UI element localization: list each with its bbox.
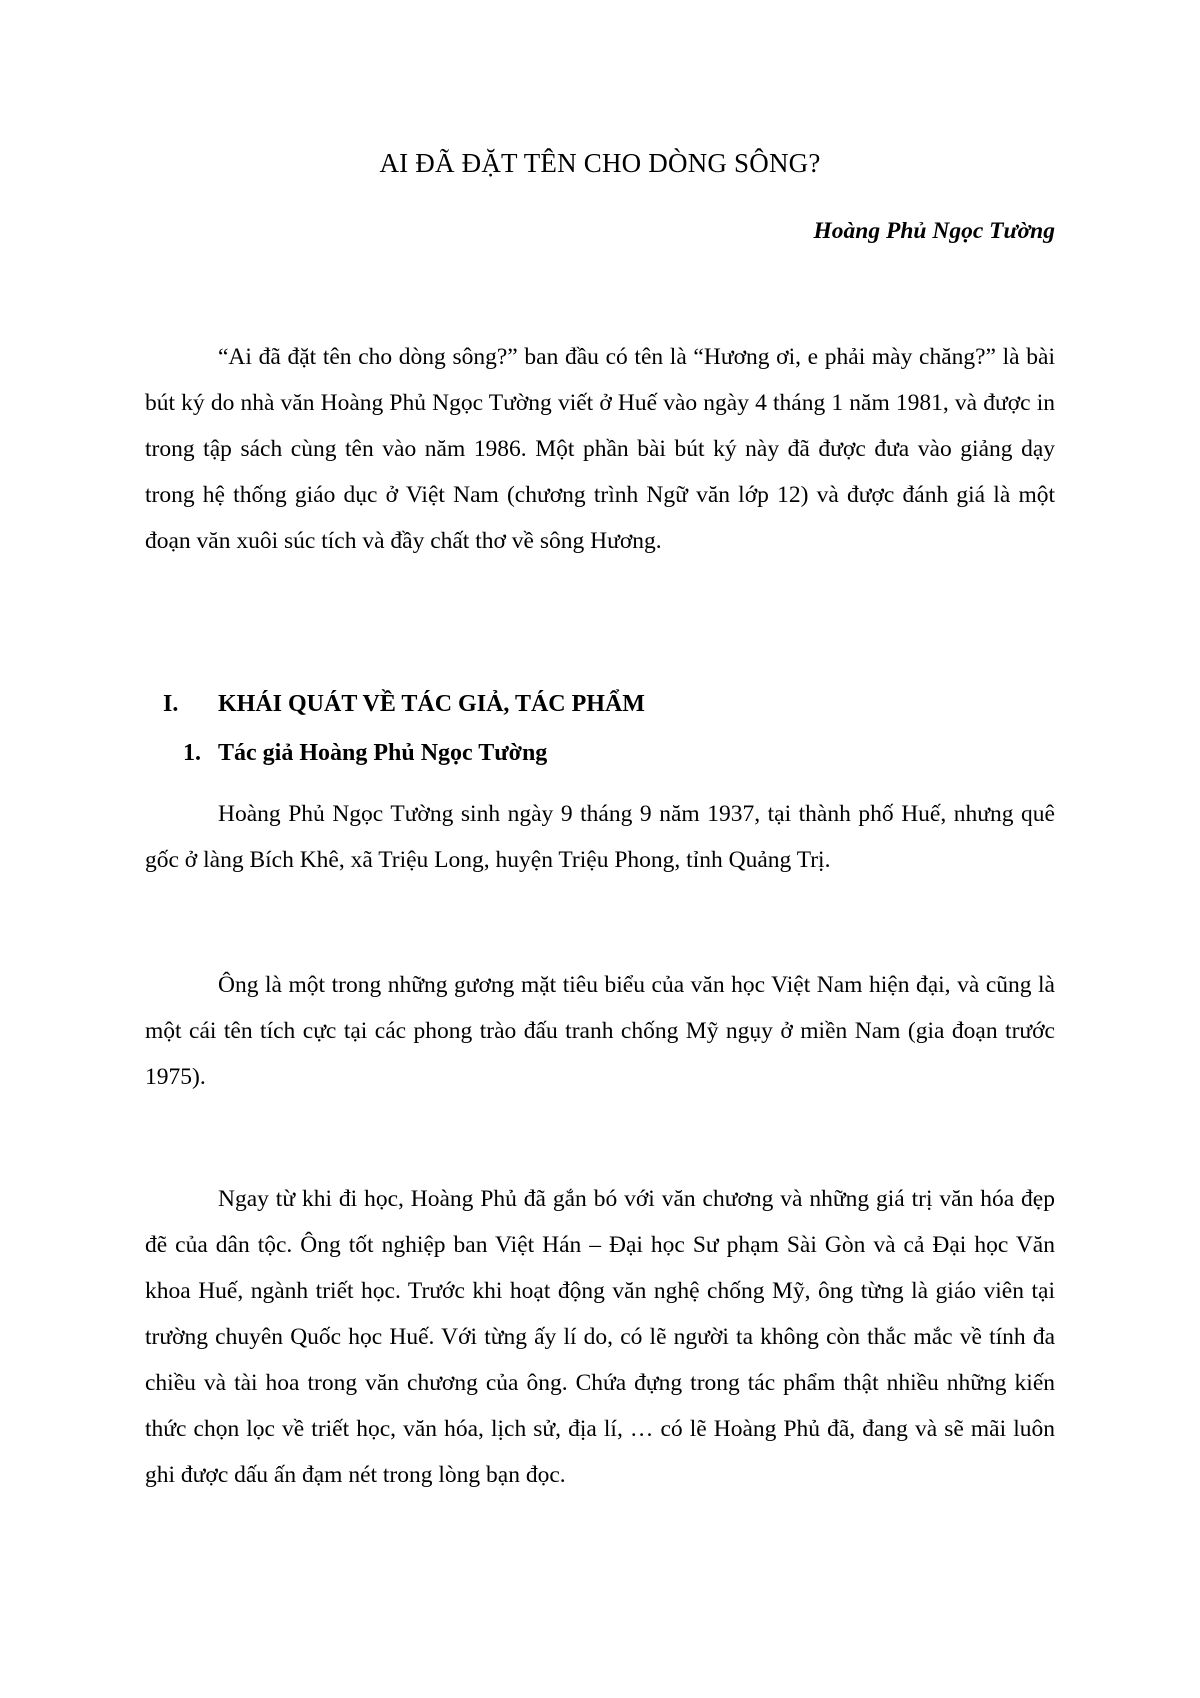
author-birth-paragraph: Hoàng Phủ Ngọc Tường sinh ngày 9 tháng 9 năm 1937, tại thành phố Huế, nhưng quê gốc ở làng Bích Khê, xã Triệu Long, huyện Triệu Phong, tỉnh Quảng Trị. (145, 801, 1055, 873)
subsection-title: Tác giả Hoàng Phủ Ngọc Tường (218, 740, 548, 766)
author-role-paragraph: Ông là một trong những gương mặt tiêu biểu của văn học Việt Nam hiện đại, và cũng là một cái tên tích cực tại các phong trào đấu tranh chống Mỹ ngụy ở miền Nam (gia đoạn trước 1975). (145, 972, 1055, 1090)
subsection-number: 1. (183, 740, 201, 766)
intro-paragraph: “Ai đã đặt tên cho dòng sông?” ban đầu có tên là “Hương ơi, e phải mày chăng?” là bài bút ký do nhà văn Hoàng Phủ Ngọc Tường viết ở Huế vào ngày 4 tháng 1 năm 1981, và được in trong tập sách cùng tên vào năm 1986. Một phần bài bút ký này đã được đưa vào giảng dạy trong hệ thống giáo dục ở Việt Nam (chương trình Ngữ văn lớp 12) và được đánh giá là một đoạn văn xuôi súc tích và đầy chất thơ về sông Hương. (145, 344, 1055, 554)
author-education-paragraph: Ngay từ khi đi học, Hoàng Phủ đã gắn bó với văn chương và những giá trị văn hóa đẹp đẽ của dân tộc. Ông tốt nghiệp ban Việt Hán – Đại học Sư phạm Sài Gòn và cả Đại học Văn khoa Huế, ngành triết học. Trước khi hoạt động văn nghệ chống Mỹ, ông từng là giáo viên tại trường chuyên Quốc học Huế. Với từng ấy lí do, có lẽ người ta không còn thắc mắc về tính đa chiều và tài hoa trong văn chương của ông. Chứa đựng trong tác phẩm thật nhiều những kiến thức chọn lọc về triết học, văn hóa, lịch sử, địa lí, … có lẽ Hoàng Phủ đã, đang và sẽ mãi luôn ghi được dấu ấn đạm nét trong lòng bạn đọc. (145, 1186, 1055, 1488)
document-title: AI ĐÃ ĐẶT TÊN CHO DÒNG SÔNG? (379, 148, 821, 178)
author-name: Hoàng Phủ Ngọc Tường (813, 218, 1055, 244)
section-number: I. (163, 691, 179, 717)
subsection-heading (183, 735, 547, 771)
section-heading (163, 686, 645, 722)
section-title: KHÁI QUÁT VỀ TÁC GIẢ, TÁC PHẨM (218, 691, 645, 717)
